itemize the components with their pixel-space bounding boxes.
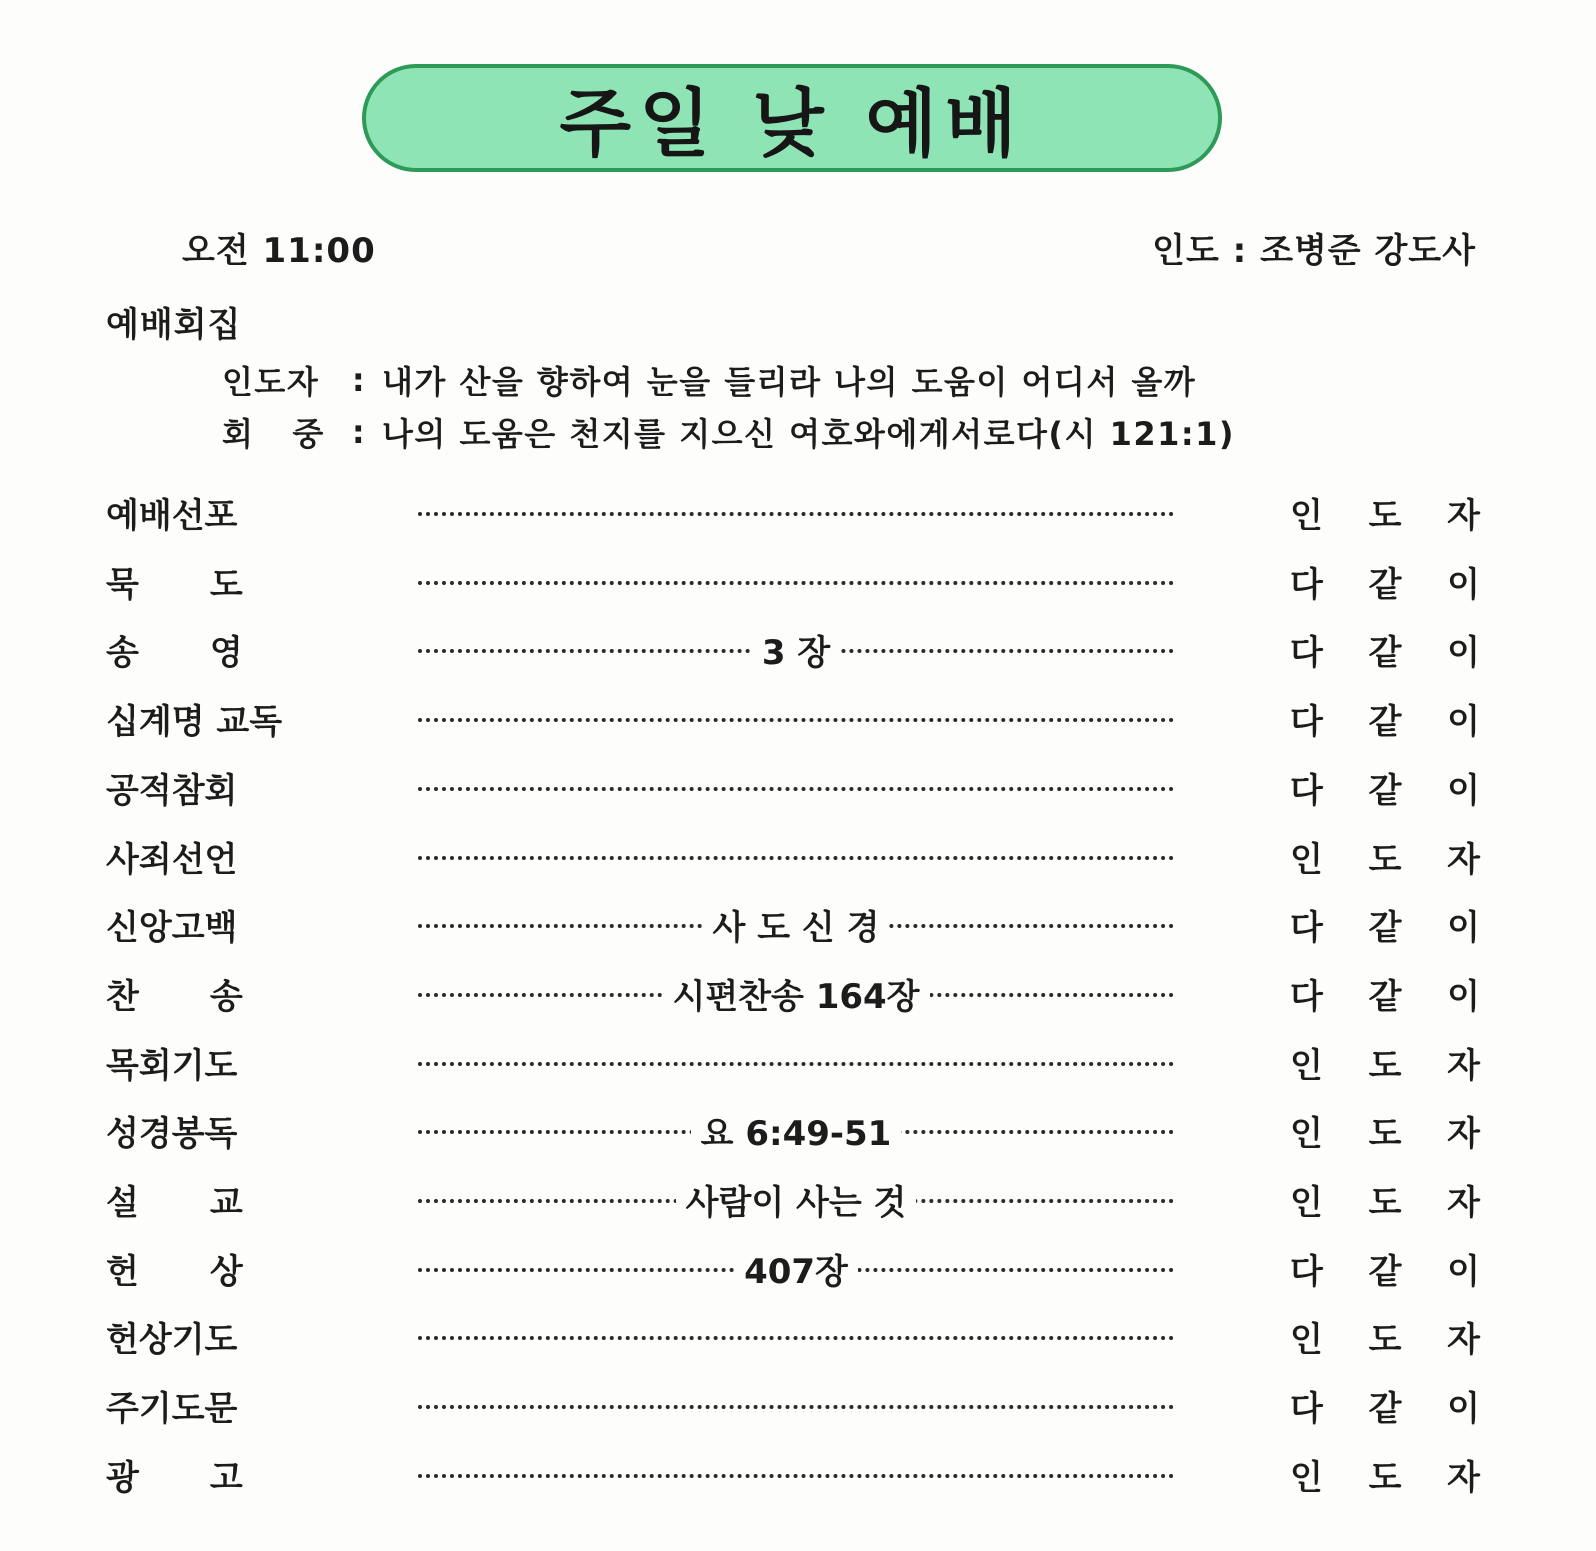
order-item-performer xyxy=(1290,1171,1480,1227)
order-item-label: 성경봉독 xyxy=(106,1113,238,1154)
order-row xyxy=(0,1377,1596,1433)
order-row xyxy=(0,759,1596,815)
order-item-label: 묵 도 xyxy=(106,564,243,605)
order-item-label: 공적참회 xyxy=(106,770,238,811)
responsive-line-congregation xyxy=(222,410,1235,454)
assembly-heading: 예배회집 xyxy=(106,304,242,345)
page-title: 주일 낮 예배 xyxy=(559,81,1025,167)
order-row xyxy=(0,553,1596,609)
order-item-detail: 요 6:49-51 xyxy=(691,1106,902,1155)
order-row xyxy=(0,828,1596,884)
responsive-text: 나의 도움은 천지를 지으신 여호와에게서로다(시 121:1) xyxy=(382,415,1236,453)
order-row xyxy=(0,690,1596,746)
order-item-detail: 3 장 xyxy=(752,625,840,674)
order-row xyxy=(0,484,1596,540)
performer-char: 도 xyxy=(1368,1182,1402,1223)
order-item-label: 찬 송 xyxy=(106,976,243,1017)
performer-char: 이 xyxy=(1447,701,1480,742)
order-item-label: 목회기도 xyxy=(106,1045,238,1086)
performer-char: 같 xyxy=(1368,770,1402,811)
performer-char: 자 xyxy=(1447,1113,1480,1154)
order-row xyxy=(0,1034,1596,1090)
performer-char: 인 xyxy=(1290,839,1323,880)
performer-char: 인 xyxy=(1290,1182,1323,1223)
performer-char: 같 xyxy=(1368,1251,1402,1292)
performer-char: 같 xyxy=(1368,632,1402,673)
performer-char: 이 xyxy=(1447,976,1480,1017)
performer-char: 같 xyxy=(1368,907,1402,948)
service-leader: 인도 : 조병준 강도사 xyxy=(1152,230,1476,271)
performer-char: 다 xyxy=(1290,701,1323,742)
order-item-performer xyxy=(1290,1308,1480,1364)
performer-char: 다 xyxy=(1290,1388,1323,1429)
order-item-detail-wrap xyxy=(418,1171,1174,1227)
order-row xyxy=(0,1171,1596,1227)
performer-char: 도 xyxy=(1368,1457,1402,1498)
order-item-label: 십계명 교독 xyxy=(106,701,283,742)
performer-char: 다 xyxy=(1290,907,1323,948)
performer-char: 이 xyxy=(1447,1251,1480,1292)
performer-char: 도 xyxy=(1368,495,1402,536)
performer-char: 인 xyxy=(1290,1113,1323,1154)
order-row xyxy=(0,965,1596,1021)
order-item-performer xyxy=(1290,1034,1480,1090)
order-item-detail-wrap xyxy=(418,828,1174,884)
responsive-line-leader xyxy=(222,358,1196,402)
order-item-performer xyxy=(1290,1240,1480,1296)
order-item-detail-wrap xyxy=(418,1240,1174,1296)
order-item-detail: 사 도 신 경 xyxy=(703,900,890,949)
order-item-label: 헌 상 xyxy=(106,1251,243,1292)
performer-char: 같 xyxy=(1368,1388,1402,1429)
performer-char: 같 xyxy=(1368,564,1402,605)
order-item-performer xyxy=(1290,553,1480,609)
responsive-role: 회 중 xyxy=(222,415,325,453)
order-row xyxy=(0,896,1596,952)
performer-char: 이 xyxy=(1447,632,1480,673)
order-item-label: 신앙고백 xyxy=(106,907,238,948)
order-row xyxy=(0,1240,1596,1296)
performer-char: 이 xyxy=(1447,907,1480,948)
order-item-label: 예배선포 xyxy=(106,495,238,536)
order-item-performer xyxy=(1290,484,1480,540)
order-item-performer xyxy=(1290,896,1480,952)
order-item-performer xyxy=(1290,759,1480,815)
order-row xyxy=(0,1446,1596,1502)
performer-char: 같 xyxy=(1368,701,1402,742)
service-time: 오전 11:00 xyxy=(182,230,376,271)
order-item-detail-wrap xyxy=(418,621,1174,677)
order-item-performer xyxy=(1290,828,1480,884)
performer-char: 이 xyxy=(1447,1388,1480,1429)
order-item-performer xyxy=(1290,621,1480,677)
order-item-detail-wrap xyxy=(418,965,1174,1021)
order-item-label: 사죄선언 xyxy=(106,839,238,880)
order-item-label: 주기도문 xyxy=(106,1388,238,1429)
order-item-performer xyxy=(1290,1446,1480,1502)
order-item-detail: 407장 xyxy=(734,1244,858,1293)
performer-char: 자 xyxy=(1447,495,1480,536)
order-item-label: 송 영 xyxy=(106,632,243,673)
performer-char: 자 xyxy=(1447,1045,1480,1086)
performer-char: 인 xyxy=(1290,495,1323,536)
performer-char: 다 xyxy=(1290,770,1323,811)
performer-char: 도 xyxy=(1368,1113,1402,1154)
responsive-colon: : xyxy=(351,361,367,399)
responsive-text: 내가 산을 향하여 눈을 들리라 나의 도움이 어디서 올까 xyxy=(382,363,1197,401)
order-item-detail-wrap xyxy=(418,484,1174,540)
performer-char: 자 xyxy=(1447,1457,1480,1498)
performer-char: 자 xyxy=(1447,839,1480,880)
order-item-detail-wrap xyxy=(418,1034,1174,1090)
performer-char: 다 xyxy=(1290,564,1323,605)
performer-char: 다 xyxy=(1290,1251,1323,1292)
performer-char: 다 xyxy=(1290,632,1323,673)
order-item-label: 광 고 xyxy=(106,1457,243,1498)
order-row xyxy=(0,1102,1596,1158)
performer-char: 이 xyxy=(1447,564,1480,605)
performer-char: 다 xyxy=(1290,976,1323,1017)
order-item-performer xyxy=(1290,965,1480,1021)
order-item-label: 설 교 xyxy=(106,1182,243,1223)
order-item-detail-wrap xyxy=(418,896,1174,952)
title-banner xyxy=(362,64,1222,172)
order-item-detail-wrap xyxy=(418,1377,1174,1433)
performer-char: 같 xyxy=(1368,976,1402,1017)
order-item-detail-wrap xyxy=(418,1308,1174,1364)
performer-char: 도 xyxy=(1368,839,1402,880)
order-item-detail: 시편찬송 164장 xyxy=(662,969,929,1018)
performer-char: 인 xyxy=(1290,1319,1323,1360)
order-item-detail: 사람이 사는 것 xyxy=(676,1175,917,1224)
performer-char: 도 xyxy=(1368,1045,1402,1086)
order-row xyxy=(0,621,1596,677)
responsive-role: 인도자 xyxy=(222,363,320,401)
performer-char: 자 xyxy=(1447,1319,1480,1360)
order-item-label: 헌상기도 xyxy=(106,1319,238,1360)
performer-char: 도 xyxy=(1368,1319,1402,1360)
order-item-performer xyxy=(1290,690,1480,746)
order-item-detail-wrap xyxy=(418,1446,1174,1502)
order-row xyxy=(0,1308,1596,1364)
order-item-performer xyxy=(1290,1102,1480,1158)
responsive-colon: : xyxy=(351,413,367,451)
performer-char: 인 xyxy=(1290,1457,1323,1498)
order-item-detail-wrap xyxy=(418,690,1174,746)
order-item-detail-wrap xyxy=(418,759,1174,815)
performer-char: 자 xyxy=(1447,1182,1480,1223)
performer-char: 이 xyxy=(1447,770,1480,811)
order-item-detail-wrap xyxy=(418,1102,1174,1158)
order-item-performer xyxy=(1290,1377,1480,1433)
performer-char: 인 xyxy=(1290,1045,1323,1086)
order-item-detail-wrap xyxy=(418,553,1174,609)
